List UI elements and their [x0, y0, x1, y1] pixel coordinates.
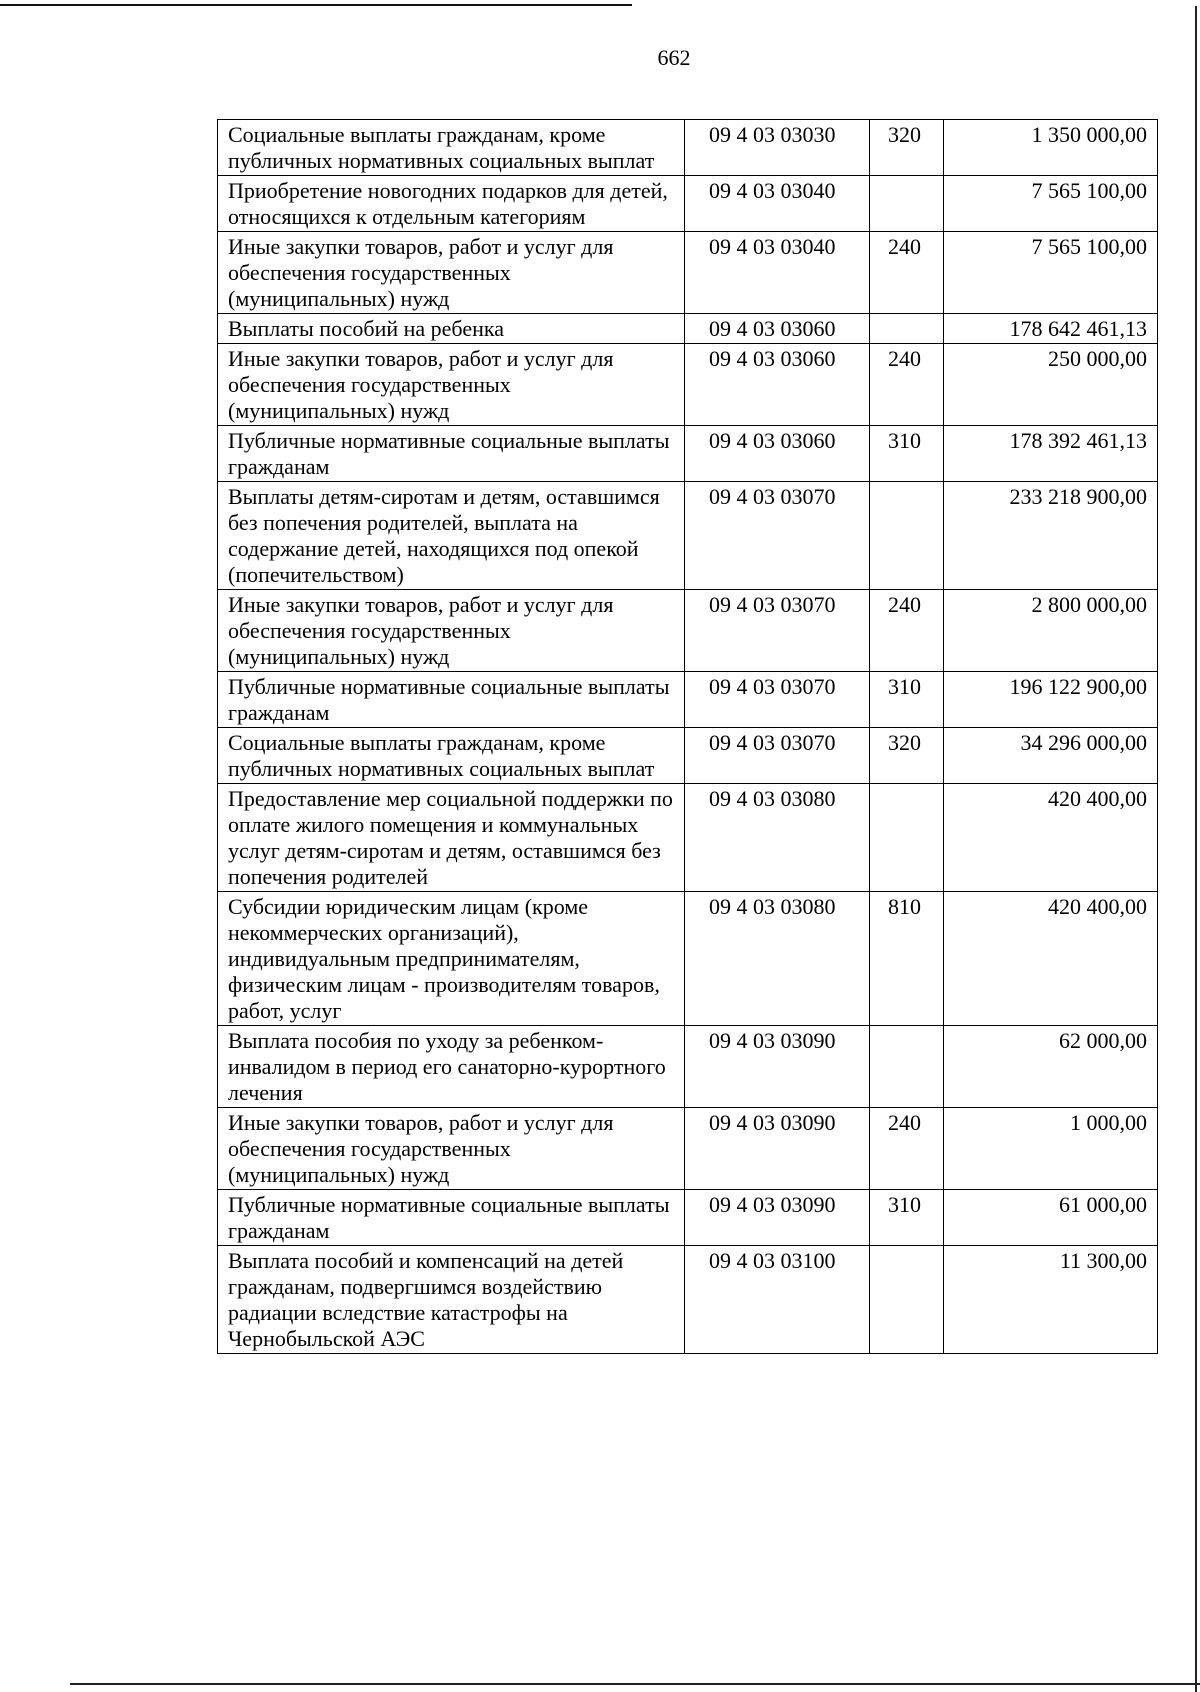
- row-amount-cell: 420 400,00: [944, 892, 1158, 1026]
- row-code-cell: 09 4 03 03090: [685, 1026, 870, 1108]
- row-type-cell: 310: [870, 426, 944, 482]
- row-name-cell: Иные закупки товаров, работ и услуг для обеспечения государственных (муниципальных) нужд: [218, 232, 685, 314]
- page-number: 662: [657, 45, 691, 70]
- row-name-cell: Выплата пособий и компенсаций на детей гражданам, подвергшимся воздействию радиации вследствие катастрофы на Чернобыльской АЭС: [218, 1246, 685, 1354]
- row-type-cell: 310: [870, 672, 944, 728]
- table-row: [218, 590, 1158, 672]
- budget-table: [217, 119, 1158, 1354]
- row-amount-cell: 11 300,00: [944, 1246, 1158, 1354]
- row-amount-cell: 1 000,00: [944, 1108, 1158, 1190]
- row-type-cell: 320: [870, 728, 944, 784]
- row-code-cell: 09 4 03 03030: [685, 120, 870, 176]
- row-amount-cell: 2 800 000,00: [944, 590, 1158, 672]
- row-name-cell: Иные закупки товаров, работ и услуг для обеспечения государственных (муниципальных) нужд: [218, 344, 685, 426]
- scan-right-border: [1195, 6, 1197, 1692]
- row-name-cell: Выплаты детям-сиротам и детям, оставшимся без попечения родителей, выплата на содержание детей, находящихся под опекой (попечительством): [218, 482, 685, 590]
- table-row: [218, 1108, 1158, 1190]
- table-row: [218, 1190, 1158, 1246]
- row-type-cell: [870, 314, 944, 344]
- row-type-cell: 240: [870, 344, 944, 426]
- row-amount-cell: 196 122 900,00: [944, 672, 1158, 728]
- row-name-cell: Выплаты пособий на ребенка: [218, 314, 685, 344]
- table-row: [218, 728, 1158, 784]
- table-row: [218, 176, 1158, 232]
- row-code-cell: 09 4 03 03070: [685, 728, 870, 784]
- row-name-cell: Иные закупки товаров, работ и услуг для обеспечения государственных (муниципальных) нужд: [218, 590, 685, 672]
- row-amount-cell: 178 392 461,13: [944, 426, 1158, 482]
- row-type-cell: 810: [870, 892, 944, 1026]
- row-type-cell: 240: [870, 590, 944, 672]
- row-type-cell: [870, 482, 944, 590]
- row-amount-cell: 62 000,00: [944, 1026, 1158, 1108]
- table-row: [218, 482, 1158, 590]
- table-row: [218, 314, 1158, 344]
- table-row: [218, 1026, 1158, 1108]
- table-row: [218, 344, 1158, 426]
- table-body: [218, 120, 1158, 1354]
- row-type-cell: 320: [870, 120, 944, 176]
- table-row: [218, 120, 1158, 176]
- table-row: [218, 672, 1158, 728]
- row-name-cell: Выплата пособия по уходу за ребенком-инвалидом в период его санаторно-курортного лечения: [218, 1026, 685, 1108]
- row-type-cell: [870, 784, 944, 892]
- row-code-cell: 09 4 03 03040: [685, 176, 870, 232]
- row-amount-cell: 420 400,00: [944, 784, 1158, 892]
- row-code-cell: 09 4 03 03100: [685, 1246, 870, 1354]
- row-code-cell: 09 4 03 03070: [685, 482, 870, 590]
- table-row: [218, 426, 1158, 482]
- row-type-cell: [870, 1246, 944, 1354]
- row-amount-cell: 233 218 900,00: [944, 482, 1158, 590]
- row-amount-cell: 250 000,00: [944, 344, 1158, 426]
- row-code-cell: 09 4 03 03080: [685, 892, 870, 1026]
- table-row: [218, 232, 1158, 314]
- row-amount-cell: 7 565 100,00: [944, 232, 1158, 314]
- row-type-cell: 310: [870, 1190, 944, 1246]
- row-code-cell: 09 4 03 03080: [685, 784, 870, 892]
- row-name-cell: Социальные выплаты гражданам, кроме публичных нормативных социальных выплат: [218, 120, 685, 176]
- row-amount-cell: 7 565 100,00: [944, 176, 1158, 232]
- table-row: [218, 784, 1158, 892]
- row-code-cell: 09 4 03 03070: [685, 672, 870, 728]
- table-row: [218, 892, 1158, 1026]
- row-name-cell: Субсидии юридическим лицам (кроме некоммерческих организаций), индивидуальным предпринимателям, физическим лицам - производителям товаров, работ, услуг: [218, 892, 685, 1026]
- row-code-cell: 09 4 03 03090: [685, 1190, 870, 1246]
- row-name-cell: Публичные нормативные социальные выплаты гражданам: [218, 426, 685, 482]
- row-code-cell: 09 4 03 03040: [685, 232, 870, 314]
- table-row: [218, 1246, 1158, 1354]
- row-name-cell: Иные закупки товаров, работ и услуг для обеспечения государственных (муниципальных) нужд: [218, 1108, 685, 1190]
- row-type-cell: 240: [870, 232, 944, 314]
- row-code-cell: 09 4 03 03090: [685, 1108, 870, 1190]
- row-amount-cell: 61 000,00: [944, 1190, 1158, 1246]
- row-type-cell: [870, 176, 944, 232]
- row-amount-cell: 1 350 000,00: [944, 120, 1158, 176]
- scan-bottom-line: [70, 1683, 1200, 1685]
- row-amount-cell: 178 642 461,13: [944, 314, 1158, 344]
- row-code-cell: 09 4 03 03060: [685, 344, 870, 426]
- row-type-cell: [870, 1026, 944, 1108]
- row-name-cell: Предоставление мер социальной поддержки по оплате жилого помещения и коммунальных услуг детям-сиротам и детям, оставшимся без попечения родителей: [218, 784, 685, 892]
- row-code-cell: 09 4 03 03060: [685, 426, 870, 482]
- row-amount-cell: 34 296 000,00: [944, 728, 1158, 784]
- row-name-cell: Приобретение новогодних подарков для детей, относящихся к отдельным категориям: [218, 176, 685, 232]
- row-type-cell: 240: [870, 1108, 944, 1190]
- row-name-cell: Публичные нормативные социальные выплаты гражданам: [218, 672, 685, 728]
- row-code-cell: 09 4 03 03060: [685, 314, 870, 344]
- row-code-cell: 09 4 03 03070: [685, 590, 870, 672]
- row-name-cell: Социальные выплаты гражданам, кроме публичных нормативных социальных выплат: [218, 728, 685, 784]
- row-name-cell: Публичные нормативные социальные выплаты гражданам: [218, 1190, 685, 1246]
- scan-top-line: [0, 4, 632, 6]
